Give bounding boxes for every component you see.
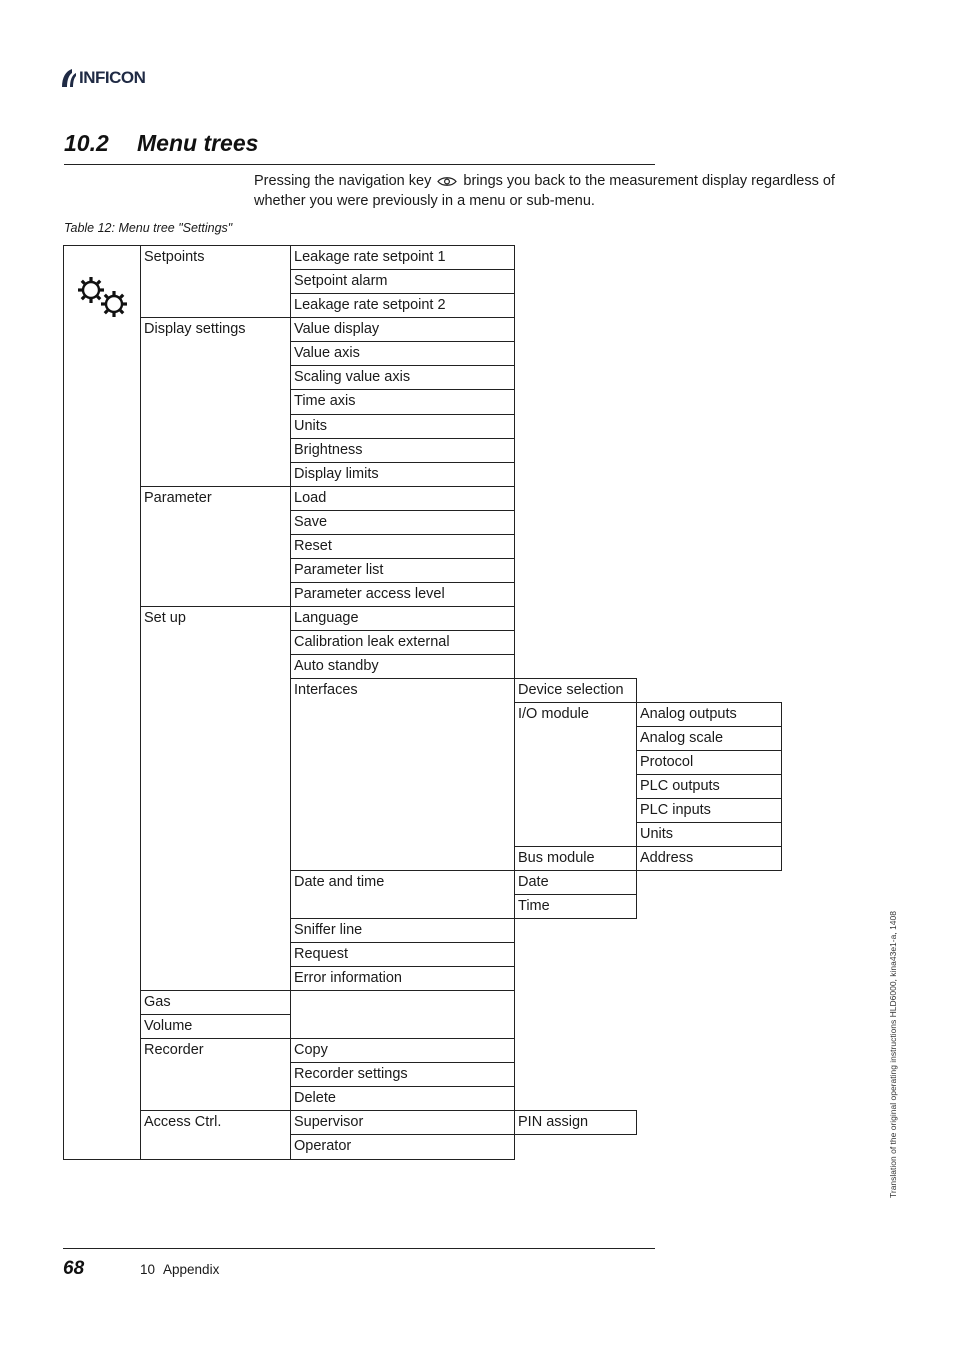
submenu-item: Recorder settings — [290, 1062, 515, 1087]
leaf-item: Address — [636, 846, 782, 871]
submenu-empty-cell — [290, 990, 515, 1039]
submenu-item: Delete — [290, 1086, 515, 1111]
submenu-item: Request — [290, 942, 515, 967]
logo-text: INFICON — [79, 68, 146, 87]
menu-item-gas: Gas — [140, 990, 291, 1015]
menu-item-setpoints: Setpoints — [140, 245, 291, 318]
intro-text-end: brings you back to the measurement display regardless of whether you were previously in a menu or sub-menu. — [254, 173, 835, 209]
leaf-item: PLC outputs — [636, 774, 782, 799]
submenu-item-supervisor: Supervisor — [290, 1110, 515, 1135]
subsubmenu-item: Device selection — [514, 678, 637, 703]
submenu-item: Copy — [290, 1038, 515, 1063]
submenu-item-date-and-time: Date and time — [290, 870, 515, 919]
intro-text-start: Pressing the navigation key — [254, 173, 432, 189]
subsubmenu-item-io-module: I/O module — [514, 702, 637, 847]
submenu-item: Reset — [290, 534, 515, 559]
submenu-item: Brightness — [290, 438, 515, 463]
submenu-item: Calibration leak external — [290, 630, 515, 655]
inficon-logo — [60, 67, 145, 89]
submenu-item: Setpoint alarm — [290, 269, 515, 294]
menu-item-parameter: Parameter — [140, 486, 291, 607]
submenu-item: Operator — [290, 1134, 515, 1160]
submenu-item: Load — [290, 486, 515, 511]
menu-item-display-settings: Display settings — [140, 317, 291, 487]
table-caption: Table 12: Menu tree "Settings" — [64, 221, 233, 235]
submenu-item: Leakage rate setpoint 1 — [290, 245, 515, 270]
subsubmenu-item: Date — [514, 870, 637, 895]
leaf-item: Analog scale — [636, 726, 782, 751]
menu-item-volume: Volume — [140, 1014, 291, 1039]
submenu-item: Time axis — [290, 389, 515, 415]
leaf-item: PLC inputs — [636, 798, 782, 823]
menu-item-set-up: Set up — [140, 606, 291, 991]
submenu-item: Error information — [290, 966, 515, 991]
submenu-item: Parameter access level — [290, 582, 515, 607]
intro-paragraph — [254, 172, 854, 211]
menu-item-access-ctrl: Access Ctrl. — [140, 1110, 291, 1160]
submenu-item: Display limits — [290, 462, 515, 487]
submenu-item: Save — [290, 510, 515, 535]
section-title: Menu trees — [137, 130, 259, 156]
submenu-item: Value display — [290, 317, 515, 342]
inficon-logo-mark — [60, 67, 78, 89]
subsubmenu-item: PIN assign — [514, 1110, 637, 1135]
menu-item-recorder: Recorder — [140, 1038, 291, 1111]
submenu-item-interfaces: Interfaces — [290, 678, 515, 871]
submenu-item: Auto standby — [290, 654, 515, 679]
section-heading — [64, 128, 655, 165]
submenu-item: Leakage rate setpoint 2 — [290, 293, 515, 318]
leaf-item: Protocol — [636, 750, 782, 775]
leaf-item: Analog outputs — [636, 702, 782, 727]
submenu-item: Scaling value axis — [290, 365, 515, 390]
submenu-item: Language — [290, 606, 515, 631]
document-reference: Translation of the original operating instructions HLD6000, kina43e1-a, 1408 — [888, 911, 898, 1198]
subsubmenu-item: Time — [514, 894, 637, 919]
submenu-item: Parameter list — [290, 558, 515, 583]
submenu-item: Units — [290, 414, 515, 439]
footer-divider — [63, 1248, 655, 1249]
eye-icon — [437, 176, 457, 187]
submenu-item: Sniffer line — [290, 918, 515, 943]
submenu-item: Value axis — [290, 341, 515, 366]
subsubmenu-item-bus-module: Bus module — [514, 846, 637, 871]
icon-cell — [63, 245, 141, 1160]
chapter-label: 10 Appendix — [140, 1262, 220, 1277]
gears-icon — [76, 273, 130, 321]
page-number: 68 — [63, 1258, 85, 1279]
leaf-item: Units — [636, 822, 782, 847]
section-number: 10.2 — [64, 130, 109, 156]
